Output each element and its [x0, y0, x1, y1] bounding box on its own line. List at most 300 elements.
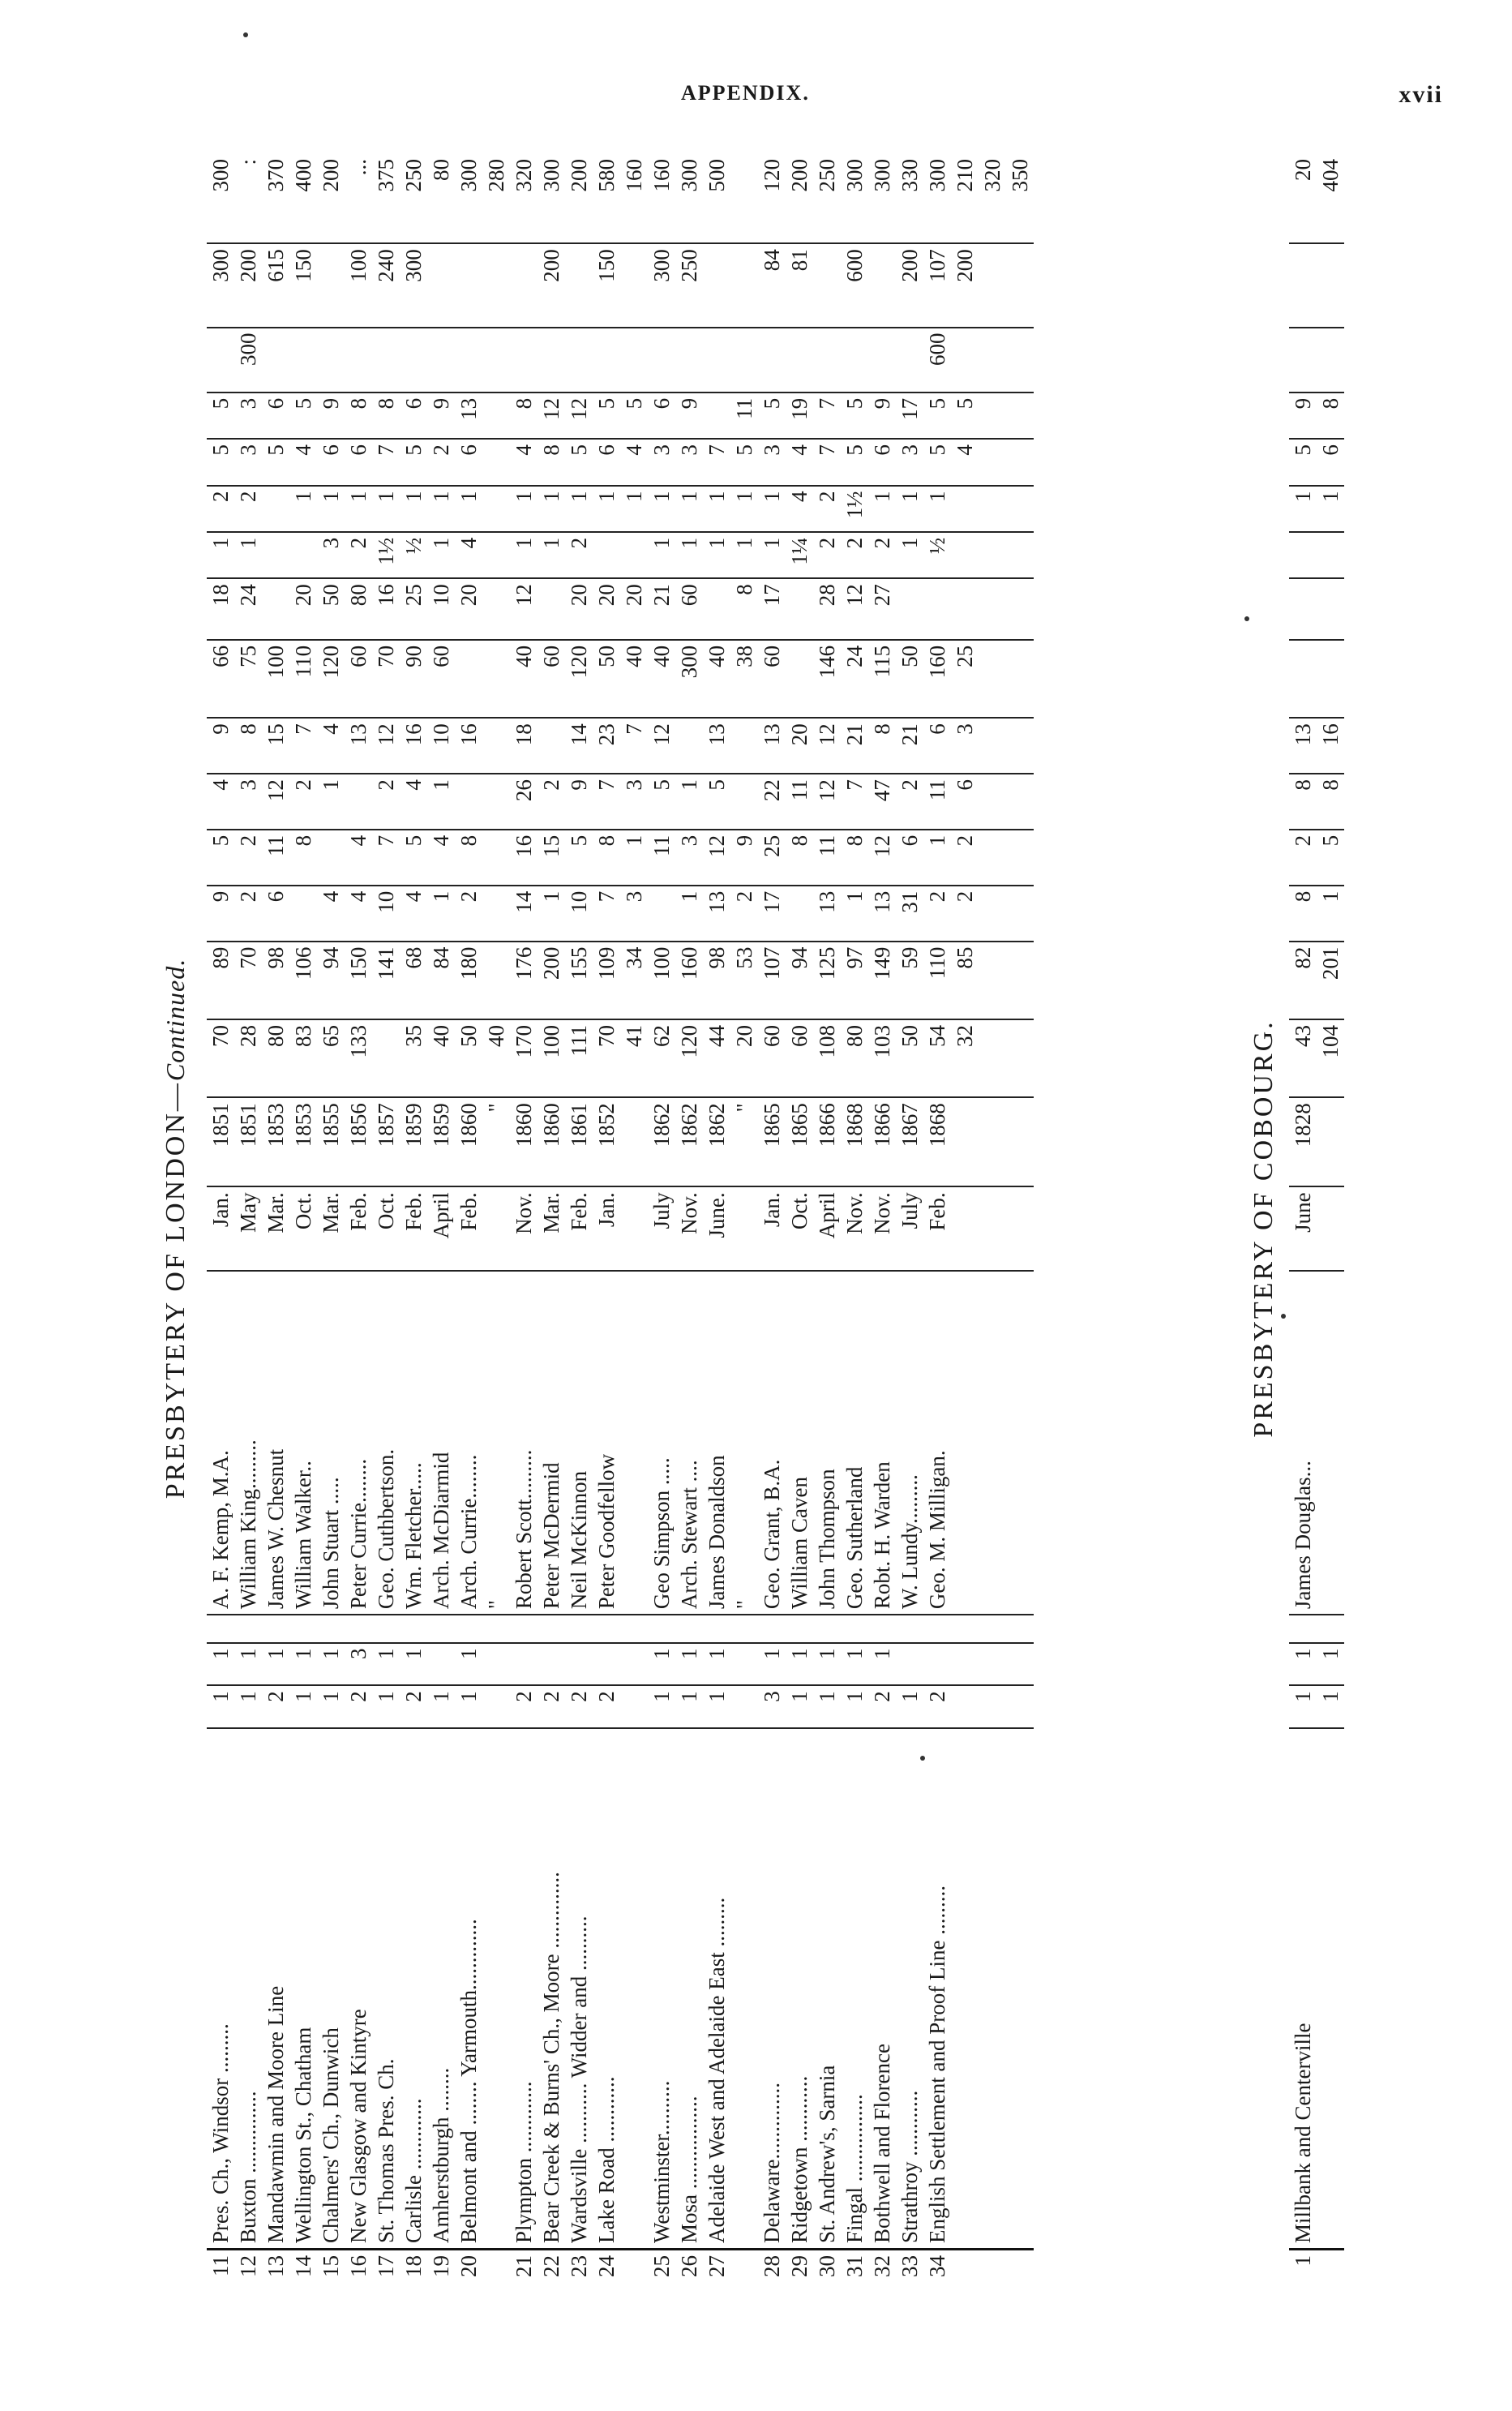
congregation-name: Millbank and Centerville [1289, 1728, 1317, 2249]
table-row [703, 154, 730, 2303]
table-cell: 8 [786, 830, 813, 886]
table-cell: 1 [593, 486, 620, 532]
table-cell [896, 578, 923, 640]
table-cell: 8 [538, 439, 565, 485]
table-cell: 54 [923, 1019, 951, 1097]
row-number: 20 [455, 2249, 482, 2303]
table-cell [979, 532, 1006, 578]
table-cell: 1 [372, 486, 400, 532]
table-cell: 3 [951, 718, 979, 774]
table-cell [620, 1643, 648, 1686]
minister-name: Geo. Cuthbertson. [372, 1271, 400, 1615]
table-cell [979, 1615, 1006, 1642]
table-cell [923, 578, 951, 640]
congregation-name: Wellington St., Chatham [289, 1728, 317, 2249]
table-row [675, 154, 703, 2303]
table-cell: 11 [648, 830, 675, 886]
table-cell [620, 532, 648, 578]
table-cell [1006, 328, 1034, 393]
table-cell [951, 1615, 979, 1642]
table-cell [510, 243, 538, 327]
table-cell [345, 328, 372, 393]
table-cell: 5 [620, 393, 648, 439]
table-cell: 1½ [372, 532, 400, 578]
minister-name: Arch. McDiarmid [427, 1271, 455, 1615]
table-cell: 300 [208, 159, 233, 192]
row-number: 32 [868, 2249, 896, 2303]
table-cell: 9 [1289, 393, 1317, 439]
table-cell [482, 1643, 510, 1686]
running-head-title: APPENDIX. [681, 81, 810, 105]
table-row [538, 154, 565, 2303]
table-cell: Mar. [538, 1186, 565, 1270]
table-cell [730, 154, 758, 243]
table-cell: Nov. [841, 1186, 868, 1270]
minister-name: James Douglas... [1289, 1271, 1317, 1615]
table-cell: 10 [427, 718, 455, 774]
table-cell [786, 1615, 813, 1642]
table-cell: 150 [345, 942, 372, 1019]
table-cell [482, 243, 510, 327]
table-cell: 5 [593, 393, 620, 439]
table-cell [1289, 532, 1317, 578]
table-cell: 5 [1289, 439, 1317, 485]
table-cell: 1 [1317, 486, 1344, 532]
table-cell: 120 [675, 1019, 703, 1097]
table-cell [593, 1643, 620, 1686]
table-cell: 109 [593, 942, 620, 1019]
table-cell: 2 [455, 886, 482, 942]
table-cell: 4 [317, 718, 345, 774]
table-cell [400, 1615, 427, 1642]
table-cell: 100 [262, 640, 289, 718]
table-cell: 160 [675, 942, 703, 1019]
table-cell: 1853 [262, 1097, 289, 1186]
table-cell: 1 [648, 1685, 675, 1728]
table-cell: 8 [372, 393, 400, 439]
rotated-register [146, 154, 1362, 2303]
table-cell: 12 [372, 718, 400, 774]
table-cell: 300 [456, 159, 481, 192]
table-cell: 65 [317, 1019, 345, 1097]
table-cell [979, 942, 1006, 1019]
table-cell: 12 [813, 718, 841, 774]
table-cell [951, 1685, 979, 1728]
table-cell: 83 [289, 1019, 317, 1097]
table-cell: 4 [951, 439, 979, 485]
london-continued: Continued. [161, 958, 190, 1082]
table-cell [565, 328, 593, 393]
table-cell: Mar. [262, 1186, 289, 1270]
table-cell: 6 [262, 393, 289, 439]
table-cell: 6 [868, 439, 896, 485]
table-cell: 8 [345, 393, 372, 439]
table-cell: 70 [207, 1019, 234, 1097]
congregation-name: Lake Road ............ [593, 1728, 620, 2249]
table-cell: 9 [427, 393, 455, 439]
table-cell: 2 [565, 1685, 593, 1728]
table-cell: 20 [730, 1019, 758, 1097]
table-cell: 1828 [1289, 1097, 1317, 1186]
table-row [593, 154, 620, 2303]
congregation-name: Amherstburgh ........ [427, 1728, 455, 2249]
table-cell: 80 [345, 578, 372, 640]
congregation-name [730, 1728, 758, 2249]
table-cell: 1 [868, 1643, 896, 1686]
table-cell: 2 [289, 774, 317, 830]
table-cell: 1 [317, 1643, 345, 1686]
table-cell [262, 578, 289, 640]
table-cell [1006, 640, 1034, 718]
table-cell: 16 [510, 830, 538, 886]
table-cell: 4 [786, 486, 813, 532]
table-cell: 17 [896, 393, 923, 439]
row-number: 25 [648, 2249, 675, 2303]
table-cell: 9 [317, 393, 345, 439]
table-cell: 94 [317, 942, 345, 1019]
table-cell: 80 [429, 159, 453, 181]
row-number [1317, 2249, 1344, 2303]
table-cell: 1 [427, 886, 455, 942]
table-cell: 107 [758, 942, 786, 1019]
table-cell: 400 [291, 159, 315, 192]
table-cell [813, 328, 841, 393]
table-cell: ... [346, 159, 371, 176]
table-cell [262, 532, 289, 578]
table-cell: 5 [841, 439, 868, 485]
table-cell: 5 [262, 439, 289, 485]
table-cell: 1 [758, 532, 786, 578]
table-cell: 75 [234, 640, 262, 718]
table-cell: 1 [868, 486, 896, 532]
table-cell: 35 [400, 1019, 427, 1097]
table-cell: 1 [234, 532, 262, 578]
table-cell: 7 [813, 439, 841, 485]
congregation-name: Delaware.............. [758, 1728, 786, 2249]
table-cell: 20 [565, 578, 593, 640]
table-cell: 50 [593, 640, 620, 718]
table-cell: 240 [372, 243, 400, 327]
table-cell [482, 1685, 510, 1728]
table-cell: 8 [289, 830, 317, 886]
table-cell: 8 [841, 830, 868, 886]
table-cell: 7 [372, 439, 400, 485]
table-cell: 70 [372, 640, 400, 718]
table-cell: 200 [538, 243, 565, 327]
table-cell [1317, 1615, 1344, 1642]
table-cell [979, 393, 1006, 439]
table-cell: 24 [234, 578, 262, 640]
table-cell: 38 [730, 640, 758, 718]
table-cell [675, 1615, 703, 1642]
minister-name: Geo Simpson ..... [648, 1271, 675, 1615]
row-number: 1 [1289, 2249, 1317, 2303]
row-number: 29 [786, 2249, 813, 2303]
table-cell: 1859 [400, 1097, 427, 1186]
table-cell [482, 486, 510, 532]
minister-name [1006, 1271, 1034, 1615]
table-cell: 25 [951, 640, 979, 718]
minister-name: Robert Scott......... [510, 1271, 538, 1615]
table-cell: 1 [372, 1685, 400, 1728]
table-cell: 1 [675, 1685, 703, 1728]
table-cell [207, 328, 234, 393]
table-cell: 2 [565, 532, 593, 578]
table-cell: 133 [345, 1019, 372, 1097]
table-cell: 5 [289, 393, 317, 439]
table-cell: 60 [427, 640, 455, 718]
table-cell: 3 [234, 393, 262, 439]
table-cell: 1 [758, 1643, 786, 1686]
table-cell: 8 [868, 718, 896, 774]
table-cell: 4 [345, 886, 372, 942]
table-cell [482, 532, 510, 578]
table-row [510, 154, 538, 2303]
table-cell: 20 [455, 578, 482, 640]
table-cell: 1 [620, 486, 648, 532]
table-cell: ½ [923, 532, 951, 578]
table-cell: 17 [758, 578, 786, 640]
table-cell: 2 [923, 1685, 951, 1728]
congregation-name: Bothwell and Florence [868, 1728, 896, 2249]
table-cell: 10 [565, 886, 593, 942]
table-cell [951, 532, 979, 578]
table-cell: 18 [510, 718, 538, 774]
table-cell: 2 [538, 1685, 565, 1728]
table-cell: 2 [1289, 830, 1317, 886]
table-cell: 1851 [207, 1097, 234, 1186]
minister-name [979, 1271, 1006, 1615]
table-cell: 1 [1289, 1685, 1317, 1728]
table-cell: 7 [372, 830, 400, 886]
table-cell [317, 1615, 345, 1642]
table-cell: 6 [951, 774, 979, 830]
row-number: 22 [538, 2249, 565, 2303]
table-cell: 1 [400, 486, 427, 532]
table-cell: 149 [868, 942, 896, 1019]
table-cell [730, 1685, 758, 1728]
table-cell: 2 [400, 1685, 427, 1728]
table-cell: 80 [262, 1019, 289, 1097]
table-cell: 1½ [841, 486, 868, 532]
row-number: 14 [289, 2249, 317, 2303]
table-cell: ½ [400, 532, 427, 578]
table-cell: 1862 [703, 1097, 730, 1186]
table-cell: 200 [234, 243, 262, 327]
table-cell: 4 [620, 439, 648, 485]
table-cell [1006, 439, 1034, 485]
table-cell [1006, 393, 1034, 439]
congregation-name: Strathroy ............ [896, 1728, 923, 2249]
table-cell [1006, 1643, 1034, 1686]
minister-name: John Stuart ..... [317, 1271, 345, 1615]
table-cell: 50 [317, 578, 345, 640]
table-cell: 8 [593, 830, 620, 886]
table-cell: 3 [758, 1685, 786, 1728]
table-cell: 300 [842, 159, 867, 192]
table-cell: 40 [482, 1019, 510, 1097]
table-cell [841, 328, 868, 393]
table-cell: 1 [923, 486, 951, 532]
table-cell: 1 [427, 774, 455, 830]
table-cell: 9 [868, 393, 896, 439]
minister-name: Peter Goodfellow [593, 1271, 620, 1615]
table-cell [482, 578, 510, 640]
table-cell [868, 243, 896, 327]
table-cell: Mar. [317, 1186, 345, 1270]
table-cell: 5 [565, 830, 593, 886]
table-cell [289, 886, 317, 942]
table-cell: April [427, 1186, 455, 1270]
table-cell: 9 [675, 393, 703, 439]
table-cell: 13 [758, 718, 786, 774]
table-cell: 60 [345, 640, 372, 718]
table-cell: 1 [455, 486, 482, 532]
table-cell [979, 830, 1006, 886]
table-cell: 1 [703, 532, 730, 578]
table-cell: 1 [455, 1643, 482, 1686]
table-cell [565, 243, 593, 327]
congregation-name: Plympton ............. [510, 1728, 538, 2249]
table-cell: 27 [868, 578, 896, 640]
congregation-name: Ridgetown ............ [786, 1728, 813, 2249]
table-cell: 1 [262, 1643, 289, 1686]
table-cell: 7 [620, 718, 648, 774]
table-cell: 300 [648, 243, 675, 327]
row-number: 18 [400, 2249, 427, 2303]
table-cell: 200 [951, 243, 979, 327]
table-cell [979, 640, 1006, 718]
table-row [455, 154, 482, 2303]
row-number: 30 [813, 2249, 841, 2303]
table-cell: 1 [813, 1643, 841, 1686]
table-cell: 4 [317, 886, 345, 942]
congregation-name [951, 1728, 979, 2249]
table-cell [262, 1615, 289, 1642]
table-cell: 155 [565, 942, 593, 1019]
table-cell [482, 328, 510, 393]
table-cell: 16 [455, 718, 482, 774]
table-cell [234, 1615, 262, 1642]
table-cell: 1860 [510, 1097, 538, 1186]
table-cell: 2 [923, 886, 951, 942]
table-cell: 60 [538, 640, 565, 718]
table-cell: 9 [730, 830, 758, 886]
london-table [207, 154, 1034, 2303]
table-cell: 98 [262, 942, 289, 1019]
table-cell: 60 [675, 578, 703, 640]
london-title: PRESBYTERY OF LONDON— [161, 1081, 191, 1499]
table-cell [1006, 578, 1034, 640]
table-cell: 300 [925, 159, 949, 192]
table-cell [289, 328, 317, 393]
table-cell: 9 [207, 718, 234, 774]
minister-name: Robt. H. Warden [868, 1271, 896, 1615]
table-cell: 1 [538, 532, 565, 578]
table-cell [317, 328, 345, 393]
table-cell: 1 [675, 1643, 703, 1686]
table-cell [538, 1615, 565, 1642]
table-cell [979, 578, 1006, 640]
table-cell: 70 [593, 1019, 620, 1097]
table-cell: 12 [813, 774, 841, 830]
minister-name: " [730, 1271, 758, 1615]
table-cell: 28 [234, 1019, 262, 1097]
table-cell: 7 [703, 439, 730, 485]
table-cell [1289, 243, 1317, 327]
table-cell: 3 [620, 886, 648, 942]
minister-name: Geo. Sutherland [841, 1271, 868, 1615]
table-cell: 300 [677, 159, 701, 192]
table-cell: 7 [289, 718, 317, 774]
table-cell [482, 886, 510, 942]
table-cell: 1 [317, 486, 345, 532]
table-cell: 250 [815, 159, 839, 192]
table-cell: 1 [675, 886, 703, 942]
table-cell: 120 [760, 159, 784, 192]
minister-name: Peter Currie........ [345, 1271, 372, 1615]
table-cell: 1857 [372, 1097, 400, 1186]
table-cell [538, 328, 565, 393]
table-cell: 1 [1289, 1643, 1317, 1686]
table-cell [896, 328, 923, 393]
table-cell [979, 1685, 1006, 1728]
table-cell: 2 [730, 886, 758, 942]
table-cell [455, 774, 482, 830]
table-cell [482, 393, 510, 439]
table-row [813, 154, 841, 2303]
table-cell: 22 [758, 774, 786, 830]
table-cell [1006, 532, 1034, 578]
table-cell: 20 [289, 578, 317, 640]
table-cell [979, 1643, 1006, 1686]
table-cell: May [234, 1186, 262, 1270]
table-cell: 160 [923, 640, 951, 718]
table-cell: 4 [289, 439, 317, 485]
table-cell [620, 328, 648, 393]
table-cell: 300 [675, 640, 703, 718]
congregation-name: Bear Creek & Burns' Ch., Moore .............. [538, 1728, 565, 2249]
table-cell: 20 [620, 578, 648, 640]
table-row [979, 154, 1006, 2303]
table-cell: 5 [841, 393, 868, 439]
table-cell: 13 [703, 718, 730, 774]
table-cell [207, 1615, 234, 1642]
table-cell: 1 [289, 1685, 317, 1728]
table-cell [372, 328, 400, 393]
table-cell: 11 [813, 830, 841, 886]
table-cell: 1 [455, 1685, 482, 1728]
table-cell: 89 [207, 942, 234, 1019]
table-cell: 21 [648, 578, 675, 640]
table-cell: Jan. [593, 1186, 620, 1270]
table-cell: 106 [289, 942, 317, 1019]
row-number: 19 [427, 2249, 455, 2303]
table-cell: 120 [317, 640, 345, 718]
table-cell [565, 1615, 593, 1642]
table-cell: 200 [538, 942, 565, 1019]
table-cell: Jan. [207, 1186, 234, 1270]
minister-name: Arch. Currie........ [455, 1271, 482, 1615]
table-cell: 110 [289, 640, 317, 718]
table-cell [730, 1615, 758, 1642]
table-cell: 201 [1317, 942, 1344, 1019]
table-cell: 6 [317, 439, 345, 485]
table-cell: 3 [758, 439, 786, 485]
table-cell: 8 [1317, 393, 1344, 439]
table-cell: 1855 [317, 1097, 345, 1186]
table-cell: 2 [841, 532, 868, 578]
